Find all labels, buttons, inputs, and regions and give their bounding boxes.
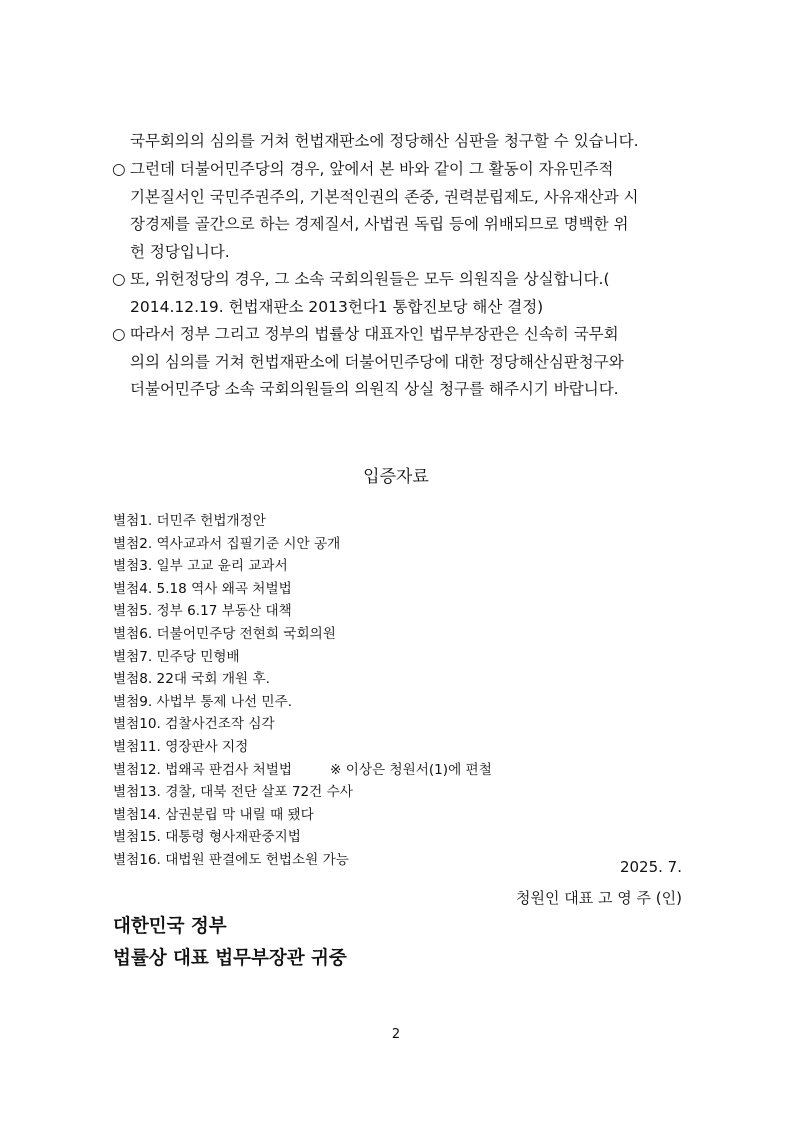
paragraph-line: 기본질서인 국민주권주의, 기본적인권의 존중, 권력분립제도, 사유재산과 시 bbox=[130, 187, 639, 206]
attachment-item: 별첨7. 민주당 민형배 bbox=[113, 648, 240, 665]
paragraph-line: 의의 심의를 거쳐 헌법재판소에 더불어민주당에 대한 정당해산심판청구와 bbox=[130, 352, 624, 371]
attachment-item: 별첨5. 정부 6.17 부동산 대책 bbox=[113, 603, 292, 620]
paragraph-line: 따라서 정부 그리고 정부의 법률상 대표자인 법무부장관은 신속히 국무회 bbox=[130, 325, 619, 343]
binding-note: ※ 이상은 청원서(1)에 편철 bbox=[330, 761, 492, 778]
page-number: 2 bbox=[391, 1027, 401, 1042]
paragraph-request bbox=[112, 321, 684, 404]
paragraph-line: 더불어민주당 소속 국회의원들의 의원직 상실 청구를 해주시기 바랍니다. bbox=[130, 380, 619, 398]
attachment-item: 별첨11. 영장판사 지정 bbox=[113, 738, 249, 755]
attachment-item: 별첨13. 경찰, 대북 전단 살포 72건 수사 bbox=[113, 784, 353, 801]
paragraph-unconstitutional-party bbox=[112, 156, 684, 266]
paragraph-seat-loss bbox=[112, 266, 684, 321]
attachment-item: 별첨2. 역사교과서 집필기준 시안 공개 bbox=[113, 535, 341, 552]
evidence-title: 입증자료 bbox=[363, 467, 429, 487]
attachment-item: 별첨8. 22대 국회 개원 후. bbox=[113, 671, 270, 688]
paragraph-continuation bbox=[112, 128, 684, 156]
paragraph-line: 장경제를 골간으로 하는 경제질서, 사법권 독립 등에 위배되므로 명백한 위 bbox=[130, 215, 629, 233]
attachment-item: 별첨4. 5.18 역사 왜곡 처벌법 bbox=[113, 580, 292, 597]
attachment-item: 별첨16. 대법원 판결에도 헌법소원 가능 bbox=[113, 851, 349, 868]
attachment-item: 별첨12. 법왜곡 판검사 처벌법 bbox=[113, 761, 293, 778]
paragraph-line: 국무회의의 심의를 거쳐 헌법재판소에 정당해산 심판을 청구할 수 있습니다. bbox=[130, 132, 639, 150]
paragraph-line: 헌 정당입니다. bbox=[130, 242, 230, 261]
circle-bullet-icon: ○ bbox=[112, 325, 126, 343]
circle-bullet-icon: ○ bbox=[112, 270, 126, 288]
attachment-item: 별첨15. 대통령 형사재판중지법 bbox=[113, 829, 301, 846]
paragraph-line: 그런데 더불어민주당의 경우, 앞에서 본 바와 같이 그 활동이 자유민주적 bbox=[130, 160, 614, 178]
petitioner-signature: 청원인 대표 고 영 주 (인) bbox=[516, 889, 682, 907]
circle-bullet-icon: ○ bbox=[112, 160, 126, 178]
attachment-list bbox=[113, 510, 693, 872]
document-date: 2025. 7. bbox=[619, 858, 682, 876]
attachment-item: 별첨6. 더불어민주당 전현희 국회의원 bbox=[113, 625, 336, 642]
paragraph-line: 또, 위헌정당의 경우, 그 소속 국회의원들은 모두 의원직을 상실합니다.( bbox=[130, 270, 610, 288]
attachment-item-with-note bbox=[113, 759, 693, 782]
attachment-item: 별첨3. 일부 고교 윤리 교과서 bbox=[113, 558, 288, 575]
attachment-item: 별첨9. 사법부 통제 나선 민주. bbox=[113, 693, 293, 710]
attachment-item: 별첨10. 검찰사건조작 심각 bbox=[113, 716, 275, 733]
recipient-minister: 법률상 대표 법무부장관 귀중 bbox=[113, 948, 347, 969]
paragraph-line: 2014.12.19. 헌법재판소 2013헌다1 통합진보당 해산 결정) bbox=[130, 297, 544, 316]
attachment-item: 별첨14. 삼권분립 막 내릴 때 됐다 bbox=[113, 806, 314, 823]
attachment-item: 별첨1. 더민주 헌법개정안 bbox=[113, 513, 266, 529]
recipient-government: 대한민국 정부 bbox=[113, 916, 227, 937]
